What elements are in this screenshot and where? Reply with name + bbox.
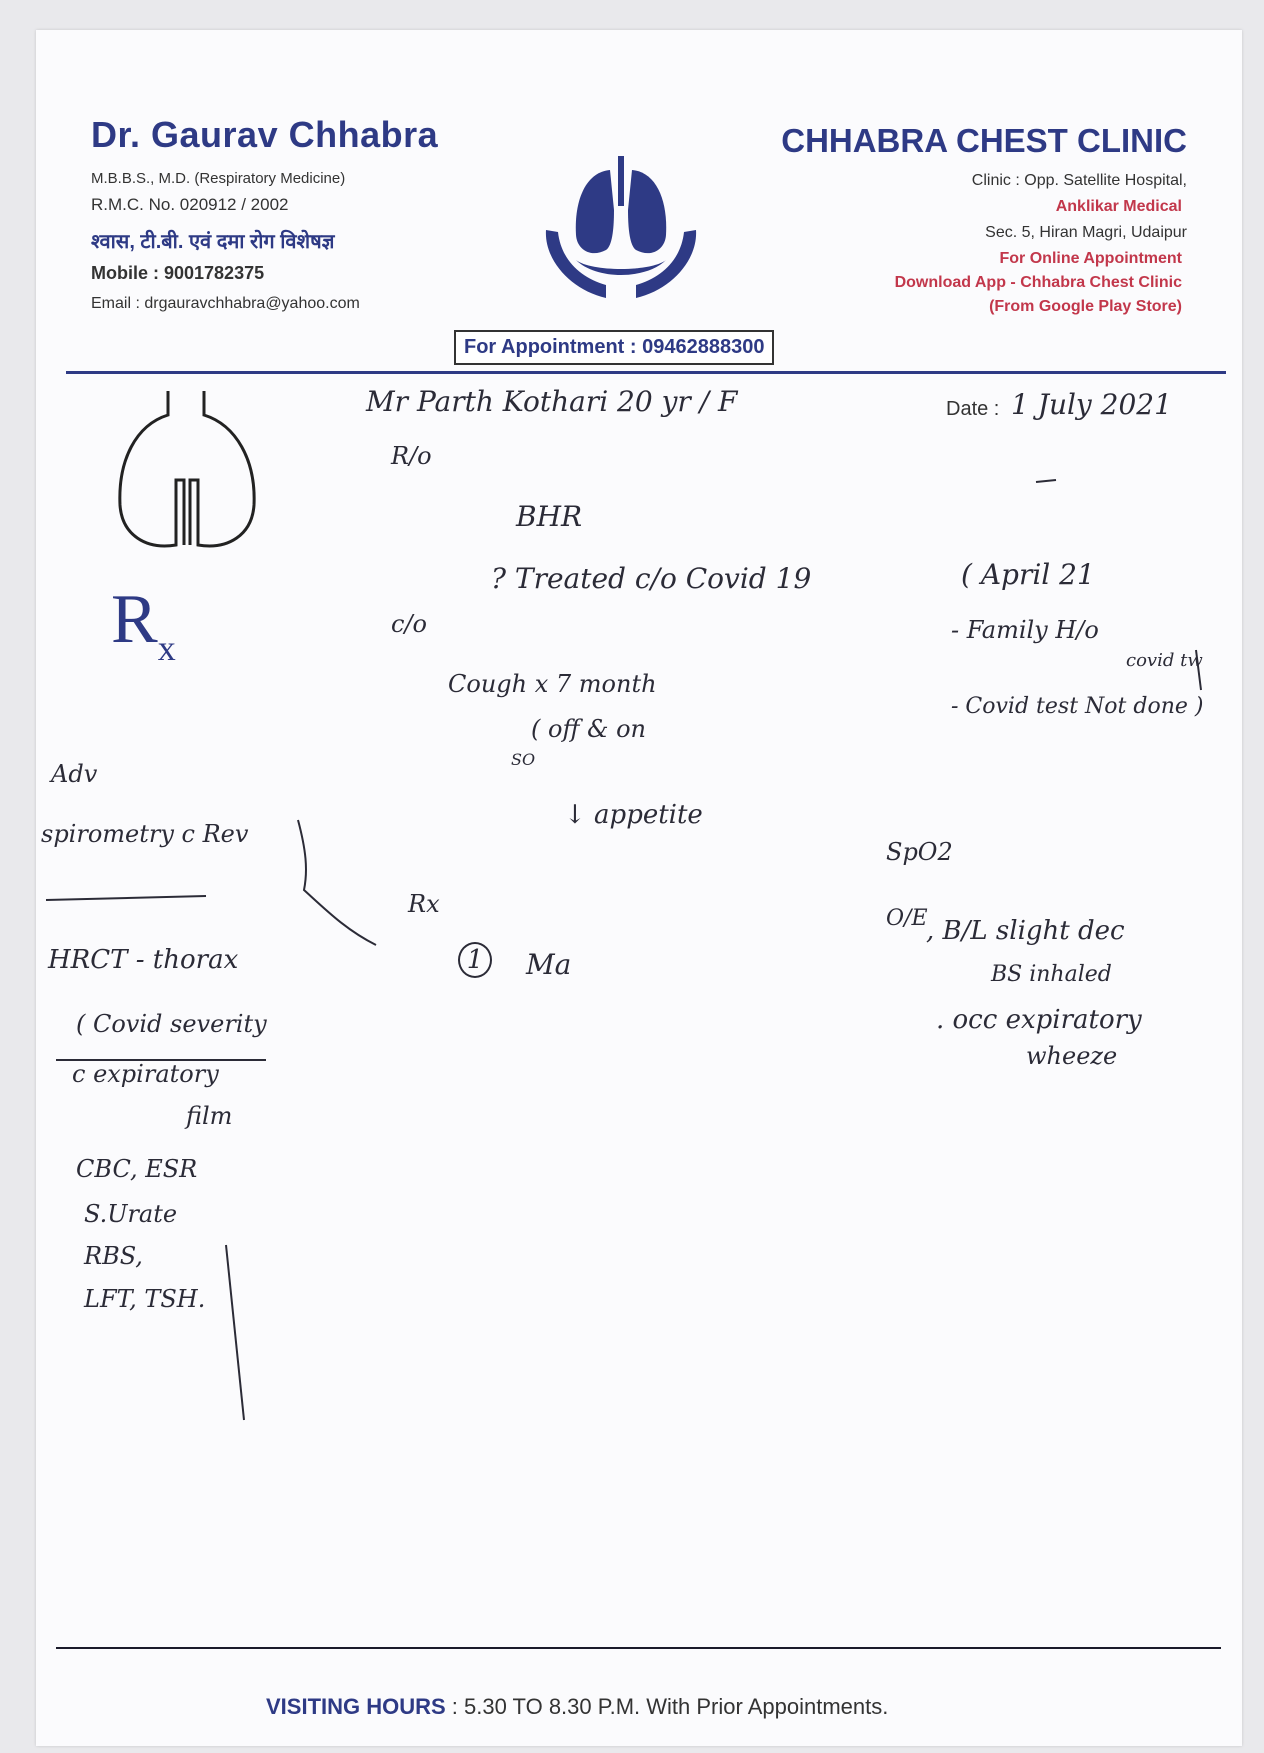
bl-note: , B/L slight dec <box>926 916 1125 946</box>
footer-divider <box>56 1647 1221 1649</box>
patient-details: Mr Parth Kothari 20 yr / F <box>366 385 738 418</box>
rx-subscript: x <box>157 628 176 668</box>
visiting-hours-text: : 5.30 TO 8.30 P.M. With Prior Appointments. <box>445 1694 889 1719</box>
item-one: 1 <box>458 942 492 978</box>
date-value: 1 July 2021 <box>1011 388 1172 421</box>
occ-expiratory-note: . occ expiratory <box>936 1005 1142 1035</box>
april-note: ( April 21 <box>961 558 1095 591</box>
covid-tw: covid tw <box>1126 650 1203 671</box>
appetite-note: ↓ appetite <box>564 800 703 830</box>
clinic-name: CHHABRA CHEST CLINIC <box>781 122 1187 159</box>
off-on-note: ( off & on <box>531 715 646 743</box>
film-note: film <box>186 1102 233 1130</box>
medicine-ma: Ma <box>526 948 572 981</box>
visiting-hours-label: VISITING HOURS <box>266 1694 446 1719</box>
rx-handwritten: Rx <box>408 890 440 918</box>
spo2-note: SpO2 <box>886 838 953 866</box>
so-note: SO <box>511 750 536 769</box>
clinic-address-line3: Sec. 5, Hiran Magri, Udaipur <box>985 224 1187 241</box>
handwritten-strokes <box>36 30 1242 1746</box>
rbs-note: RBS, <box>84 1242 143 1270</box>
hrct-note: HRCT - thorax <box>48 945 239 975</box>
rmc-number: R.M.C. No. 020912 / 2002 <box>91 195 289 214</box>
cough-note: Cough x 7 month <box>448 670 657 698</box>
doctor-email: Email : drgauravchhabra@yahoo.com <box>91 295 360 312</box>
clinic-address-line1: Clinic : Opp. Satellite Hospital, <box>971 172 1187 189</box>
cbc-esr-note: CBC, ESR <box>76 1155 198 1183</box>
lft-tsh-note: LFT, TSH. <box>84 1285 206 1313</box>
bhr-note: BHR <box>516 500 583 533</box>
doctor-name: Dr. Gaurav Chhabra <box>91 114 439 155</box>
covid-severity-note: ( Covid severity <box>76 1010 267 1038</box>
clinic-address-line2: Anklikar Medical <box>1055 198 1182 215</box>
prescription-page <box>36 30 1242 1746</box>
covid-test-note: - Covid test Not done ) <box>951 694 1204 719</box>
hindi-specialty: श्वास, टी.बी. एवं दमा रोग विशेषज्ञ <box>91 231 335 253</box>
visiting-hours <box>266 1694 888 1720</box>
play-store-text: (From Google Play Store) <box>989 298 1182 315</box>
spirometry-note: spirometry c Rev <box>41 820 249 848</box>
online-appointment-label: For Online Appointment <box>999 250 1182 267</box>
complaint-of: c/o <box>391 610 427 638</box>
doctor-degrees: M.B.B.S., M.D. (Respiratory Medicine) <box>91 170 346 187</box>
rx-letter: R <box>111 581 158 658</box>
date-label: Date : <box>946 398 1000 420</box>
resident-of: R/o <box>391 442 432 470</box>
advice-label: Adv <box>51 760 98 788</box>
appointment-number-box: For Appointment : 09462888300 <box>454 330 774 365</box>
s-urate-note: S.Urate <box>84 1200 178 1228</box>
download-app-text: Download App - Chhabra Chest Clinic <box>894 274 1182 291</box>
oe-label: O/E <box>886 906 928 931</box>
doctor-mobile: Mobile : 9001782375 <box>91 263 265 283</box>
expiratory-note: c expiratory <box>72 1060 219 1088</box>
wheeze-note: wheeze <box>1026 1042 1118 1070</box>
family-history: - Family H/o <box>951 616 1099 644</box>
bs-note: BS inhaled <box>991 962 1112 987</box>
treated-note: ? Treated c/o Covid 19 <box>491 562 812 595</box>
